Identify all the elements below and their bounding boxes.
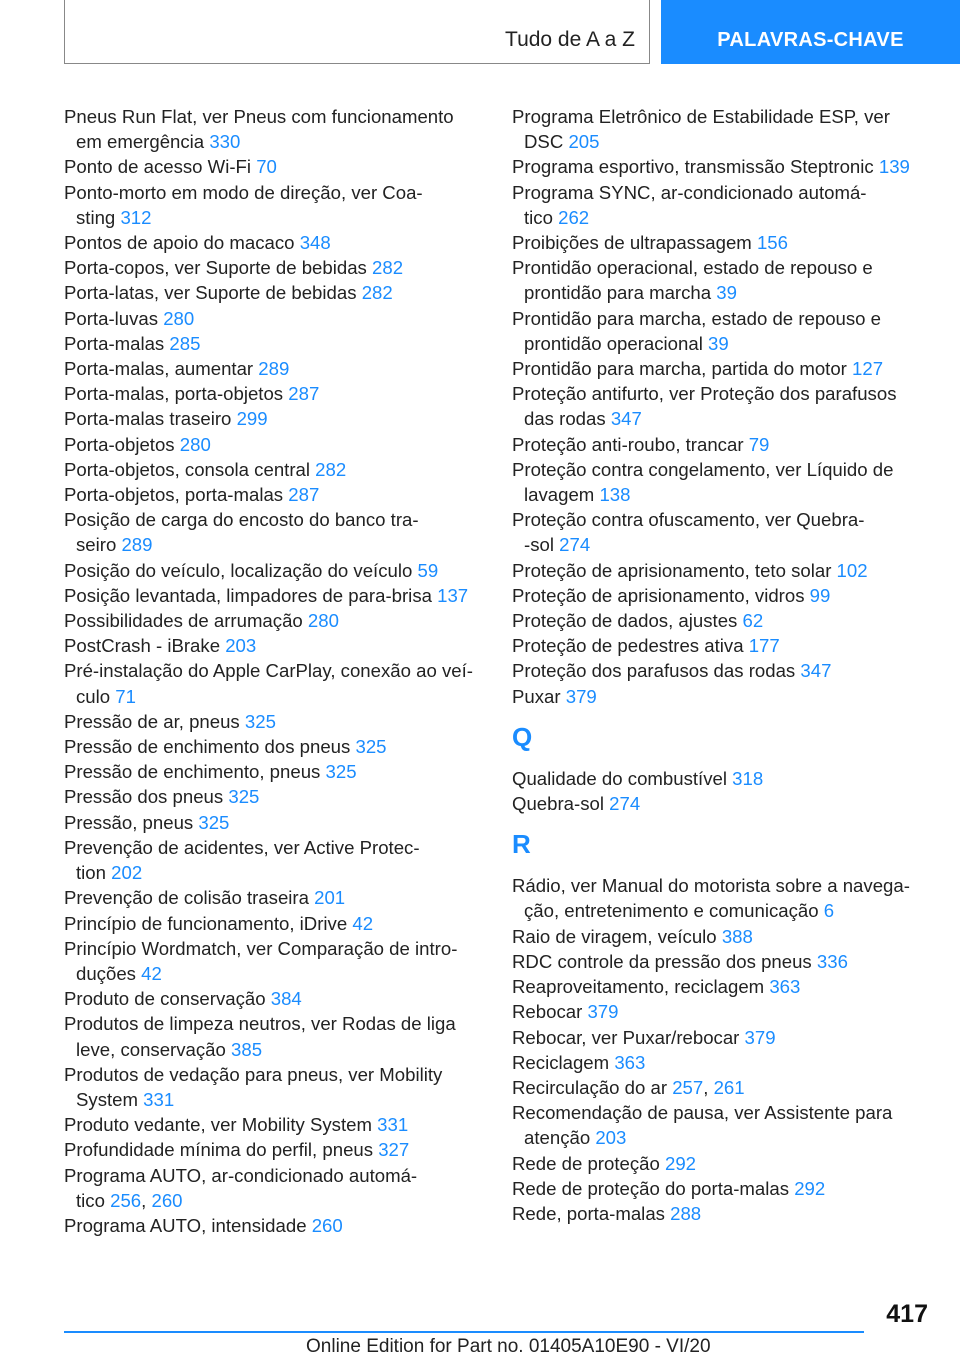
index-entry [512, 356, 932, 381]
index-entry [512, 457, 932, 507]
page-reference-link[interactable]: 39 [708, 332, 729, 354]
page-reference-link[interactable]: 282 [315, 458, 347, 480]
page-reference-link[interactable]: 289 [258, 358, 290, 380]
page-reference-link[interactable]: 79 [748, 433, 770, 455]
index-entry-text: Porta-objetos [64, 433, 180, 455]
page-reference-link[interactable]: 327 [378, 1139, 410, 1161]
index-entry-text: Rede, porta-malas [512, 1202, 671, 1224]
index-entry-text: Porta-malas, aumentar [64, 358, 259, 380]
index-entry [64, 885, 478, 910]
index-entry-text: Princípio Wordmatch, ver Comparação de intro- [64, 937, 458, 959]
page-reference-link[interactable]: 330 [209, 131, 241, 153]
index-entry [64, 180, 478, 230]
page-reference-link[interactable]: 384 [270, 988, 302, 1010]
index-entry-text: sting [76, 206, 121, 228]
index-entry-text: Ponto de acesso Wi-Fi [64, 156, 257, 178]
index-entry-text: tion [76, 862, 112, 884]
page-reference-link[interactable]: 325 [228, 786, 260, 808]
page-reference-link[interactable]: 363 [769, 976, 801, 998]
index-entry [512, 154, 932, 179]
index-entry [64, 1213, 478, 1238]
index-entry [64, 331, 478, 356]
index-entry-text: Pressão de ar, pneus [64, 710, 245, 732]
page-reference-link[interactable]: 363 [614, 1051, 646, 1073]
page-reference-link[interactable]: 385 [231, 1038, 263, 1060]
index-entry [512, 633, 932, 658]
page-reference-link[interactable]: 285 [169, 332, 201, 354]
index-entry-text: PostCrash - iBrake [64, 635, 226, 657]
page-reference-link[interactable]: 261 [713, 1076, 745, 1098]
index-entry-text: Produtos de vedação para pneus, ver Mobility [64, 1063, 443, 1085]
index-entry-text: Proteção dos parafusos das rodas [512, 660, 801, 682]
index-column-right [512, 104, 932, 1226]
index-column-left [64, 104, 478, 1238]
index-entry-text: Posição levantada, limpadores de para-brisa [64, 584, 438, 606]
index-entry-text: lavagem [524, 484, 600, 506]
index-entry-text: Prevenção de acidentes, ver Active Protec- [64, 836, 420, 858]
index-entry-text: Programa AUTO, intensidade [64, 1214, 312, 1236]
index-entry: Programa AUTO, ar-condicionado automá- tico 256, 260 [64, 1164, 418, 1211]
index-entry [64, 658, 478, 708]
page-reference-link[interactable]: 379 [744, 1026, 776, 1048]
index-entry [64, 709, 478, 734]
index-entry-text: Raio de viragem, veículo [512, 925, 722, 947]
page-reference-link[interactable]: 280 [179, 433, 211, 455]
index-entry [512, 583, 932, 608]
page-reference-link[interactable]: 201 [314, 887, 346, 909]
index-entry [64, 1011, 478, 1061]
index-entry-text: Pontos de apoio do macaco [64, 232, 300, 254]
index-entry: Recirculação do ar 257, 261 [512, 1076, 745, 1098]
index-entry-text: Possibilidades de arrumação [64, 610, 308, 632]
page-reference-link[interactable]: 347 [800, 660, 832, 682]
index-entry [64, 104, 478, 154]
index-entry-text: Porta-luvas [64, 307, 164, 329]
page-reference-link[interactable]: 336 [816, 950, 848, 972]
page-reference-link[interactable]: 156 [756, 232, 788, 254]
index-letter-heading: R [512, 829, 531, 860]
footer-edition: Online Edition for Part no. 01405A10E90 - VI/20 [306, 1336, 711, 1357]
index-entry-text: tico [524, 206, 559, 228]
index-letter-heading: Q [512, 721, 533, 752]
page-reference-link[interactable]: 289 [121, 534, 153, 556]
page-reference-link[interactable]: 318 [732, 767, 764, 789]
index-entry-text: Ponto-morto em modo de direção, ver Coa- [64, 181, 423, 203]
index-entry-text: Porta-copos, ver Suporte de bebidas [64, 257, 373, 279]
index-entry [64, 432, 478, 457]
index-entry [64, 406, 478, 431]
index-entry [64, 558, 478, 583]
index-entry-text: Rede de proteção [512, 1152, 665, 1174]
page-reference-link[interactable]: 205 [568, 131, 600, 153]
page-reference-link[interactable]: 325 [325, 761, 357, 783]
index-entry [64, 457, 478, 482]
page-reference-link[interactable]: 280 [163, 307, 195, 329]
index-entry-text: Prontidão para marcha, estado de repouso e [512, 307, 882, 329]
index-entry [512, 924, 932, 949]
index-entry [512, 608, 932, 633]
index-entry-text: Proteção contra ofuscamento, ver Quebra- [512, 509, 865, 531]
index-entry [512, 658, 932, 683]
page-reference-link[interactable]: 177 [748, 635, 780, 657]
index-entry [512, 558, 932, 583]
page-reference-link[interactable]: 274 [609, 793, 641, 815]
index-entry [512, 791, 932, 816]
page-reference-link[interactable]: 331 [143, 1088, 175, 1110]
index-entry-text: Prontidão para marcha, partida do motor [512, 358, 853, 380]
index-entry [512, 306, 932, 356]
index-entry-text: -sol [524, 534, 560, 556]
index-entry-text: em emergência [76, 131, 210, 153]
page-reference-link[interactable]: 287 [288, 484, 320, 506]
page-reference-link[interactable]: 256 [110, 1189, 142, 1211]
index-entry-text: Posição de carga do encosto do banco tra- [64, 509, 419, 531]
index-entry-text: seiro [76, 534, 122, 556]
index-entry-text: Pré-instalação do Apple CarPlay, conexão ao veí- [64, 660, 473, 682]
page-reference-link[interactable]: 203 [225, 635, 257, 657]
index-entry-text: Pressão, pneus [64, 811, 199, 833]
index-entry-text: prontidão para marcha [524, 282, 717, 304]
page-reference-link[interactable]: 280 [307, 610, 339, 632]
page-reference-link[interactable]: 127 [852, 358, 884, 380]
index-entry [64, 608, 478, 633]
header-tab-label: PALAVRAS-CHAVE [717, 29, 904, 51]
index-entry [512, 381, 932, 431]
header-section-box [64, 0, 650, 64]
page-reference-link[interactable]: 287 [288, 383, 320, 405]
page-reference-link[interactable]: 331 [377, 1114, 409, 1136]
index-entry-text: Quebra-sol [512, 793, 610, 815]
header-tab[interactable] [661, 0, 960, 64]
index-entry [512, 766, 932, 791]
index-entry-text: Qualidade do combustível [512, 767, 733, 789]
index-entry [64, 381, 478, 406]
index-entry-text: Porta-malas traseiro [64, 408, 237, 430]
index-entry-text: Pneus Run Flat, ver Pneus com funcionamento [64, 106, 454, 127]
index-entry [64, 734, 478, 759]
index-entry [512, 1176, 932, 1201]
page-reference-link[interactable]: 312 [120, 206, 152, 228]
page-reference-link[interactable]: 203 [595, 1127, 627, 1149]
page-reference-link[interactable]: 299 [236, 408, 268, 430]
index-entry-text: Programa SYNC, ar-condicionado automá- [512, 181, 867, 203]
index-entry [64, 255, 478, 280]
index-entry-text: RDC controle da pressão dos pneus [512, 950, 817, 972]
index-entry [512, 1025, 932, 1050]
index-entry [512, 432, 932, 457]
index-entry-text: Reciclagem [512, 1051, 615, 1073]
page-reference-link[interactable]: 39 [716, 282, 737, 304]
index-entry-text: Rebocar, ver Puxar/rebocar [512, 1026, 745, 1048]
index-entry-text: Recomendação de pausa, ver Assistente para [512, 1102, 893, 1124]
page-reference-link[interactable]: 282 [361, 282, 393, 304]
index-entry [512, 104, 932, 154]
page-reference-link[interactable]: 262 [558, 206, 590, 228]
index-entry [64, 356, 478, 381]
index-entry-text: Profundidade mínima do perfil, pneus [64, 1139, 379, 1161]
index-entry [64, 784, 478, 809]
index-entry [512, 1151, 932, 1176]
page-reference-link[interactable]: 325 [198, 811, 230, 833]
index-entry-text: Pressão de enchimento, pneus [64, 761, 326, 783]
page-reference-link[interactable]: 71 [115, 685, 136, 707]
page-reference-link[interactable]: 260 [151, 1189, 183, 1211]
index-entry-text: Proteção antifurto, ver Proteção dos parafusos [512, 383, 897, 405]
index-entry-text: Pressão de enchimento dos pneus [64, 736, 356, 758]
page-reference-link[interactable]: 6 [823, 900, 835, 922]
page-reference-link[interactable]: 292 [665, 1152, 697, 1174]
index-entry-text: Proteção anti-roubo, trancar [512, 433, 749, 455]
index-entry [64, 835, 478, 885]
index-entry-text: Porta-objetos, consola central [64, 458, 316, 480]
index-entry-text: Porta-malas, porta-objetos [64, 383, 289, 405]
index-entry [64, 154, 478, 179]
page-reference-link[interactable]: 42 [141, 962, 162, 984]
index-entry-text: System [76, 1088, 144, 1110]
index-entry [512, 1201, 932, 1226]
page-reference-link[interactable]: 325 [244, 710, 276, 732]
index-entry [512, 1100, 932, 1150]
index-entry [64, 633, 478, 658]
index-entry-text: Puxar [512, 685, 566, 707]
index-entry [512, 255, 932, 305]
page-reference-link[interactable]: 139 [878, 156, 910, 178]
index-entry [64, 280, 478, 305]
index-entry-text: tico [76, 1189, 111, 1211]
page-reference-link[interactable]: 42 [352, 912, 374, 934]
index-entry-text: Posição do veículo, localização do veículo [64, 559, 418, 581]
index-entry-text: Proteção de pedestres ativa [512, 635, 749, 657]
index-entry-text: Proteção contra congelamento, ver Líquido de [512, 458, 894, 480]
index-entry [64, 936, 478, 986]
page-reference-link[interactable]: 102 [836, 559, 868, 581]
page-reference-link[interactable]: 325 [355, 736, 387, 758]
index-entry [512, 180, 932, 230]
index-entry-text: Princípio de funcionamento, iDrive [64, 912, 353, 934]
index-entry-text: Porta-malas [64, 332, 170, 354]
footer-divider [64, 1331, 864, 1333]
page-reference-link[interactable]: 137 [437, 584, 469, 606]
page-number: 417 [886, 1300, 928, 1328]
index-entry [64, 583, 478, 608]
index-entry [512, 230, 932, 255]
index-entry-text: Produto vedante, ver Mobility System [64, 1114, 378, 1136]
index-entry-text: leve, conservação [76, 1038, 232, 1060]
page-reference-link[interactable]: 292 [794, 1177, 826, 1199]
index-entry [64, 1112, 478, 1137]
index-entry-text: Programa Eletrônico de Estabilidade ESP, ver [512, 106, 890, 127]
index-entry-text: Prevenção de colisão traseira [64, 887, 315, 909]
index-entry [64, 810, 478, 835]
index-entry [64, 986, 478, 1011]
index-entry [64, 911, 478, 936]
index-entry [64, 482, 478, 507]
index-entry [64, 507, 478, 557]
index-entry-text: Pressão dos pneus [64, 786, 229, 808]
index-entry [512, 873, 932, 923]
index-entry [512, 949, 932, 974]
index-entry-text: das rodas [524, 408, 611, 430]
index-entry-text: Porta-latas, ver Suporte de bebidas [64, 282, 362, 304]
page-reference-link[interactable]: 260 [311, 1214, 343, 1236]
index-entry-text: duções [76, 962, 142, 984]
page-reference-link[interactable]: 388 [721, 925, 753, 947]
index-entry-text: Porta-objetos, porta-malas [64, 484, 289, 506]
page-reference-link[interactable]: 274 [559, 534, 591, 556]
header-section-title: Tudo de A a Z [505, 28, 635, 51]
index-entry [64, 1137, 478, 1162]
index-entry-text: Reaproveitamento, reciclagem [512, 976, 770, 998]
index-entry-text: Rádio, ver Manual do motorista sobre a navega- [512, 875, 910, 897]
index-entry-text: DSC [524, 131, 569, 153]
page-reference-link[interactable]: 288 [670, 1202, 702, 1224]
index-entry [512, 999, 932, 1024]
index-entry [512, 507, 932, 557]
index-entry-text: Proteção de aprisionamento, teto solar [512, 559, 837, 581]
index-entry-text: Programa AUTO, ar-condicionado automá- [64, 1164, 418, 1186]
page-reference-link[interactable]: 59 [417, 559, 439, 581]
index-entry [64, 306, 478, 331]
page-reference-link[interactable]: 379 [587, 1001, 619, 1023]
index-entry-text: Proteção de aprisionamento, vidros [512, 584, 810, 606]
page-reference-link[interactable]: 62 [742, 610, 764, 632]
index-entry-text: Rebocar [512, 1001, 588, 1023]
index-entry-text: Prontidão operacional, estado de repouso e [512, 257, 873, 279]
index-entry [64, 759, 478, 784]
index-entry-text: Rede de proteção do porta-malas [512, 1177, 795, 1199]
index-entry [512, 974, 932, 999]
index-entry-text: ção, entretenimento e comunicação [524, 900, 824, 922]
index-entry [64, 230, 478, 255]
index-entry-text: culo [76, 685, 116, 707]
index-entry-text: Proibições de ultrapassagem [512, 232, 757, 254]
index-entry-text: Programa esportivo, transmissão Steptronic [512, 156, 879, 178]
page-reference-link[interactable]: 70 [256, 156, 277, 178]
index-entry-text: prontidão operacional [524, 332, 709, 354]
page-reference-link[interactable]: 282 [372, 257, 404, 279]
index-entry-text: Produtos de limpeza neutros, ver Rodas de liga [64, 1013, 456, 1035]
page-reference-link[interactable]: 348 [299, 232, 331, 254]
page-reference-link[interactable]: 99 [809, 584, 831, 606]
index-entry-text: Produto de conservação [64, 988, 271, 1010]
index-entry [64, 1062, 478, 1112]
page-reference-link[interactable]: 202 [111, 862, 143, 884]
page-reference-link[interactable]: 257 [672, 1076, 704, 1098]
index-entry-text: Recirculação do ar [512, 1076, 673, 1098]
page-reference-link[interactable]: 379 [565, 685, 597, 707]
index-entry [512, 684, 932, 709]
page-reference-link[interactable]: 138 [599, 484, 631, 506]
index-entry [512, 1050, 932, 1075]
index-entry-text: atenção [524, 1127, 596, 1149]
page-reference-link[interactable]: 347 [610, 408, 642, 430]
index-entry-text: Proteção de dados, ajustes [512, 610, 743, 632]
